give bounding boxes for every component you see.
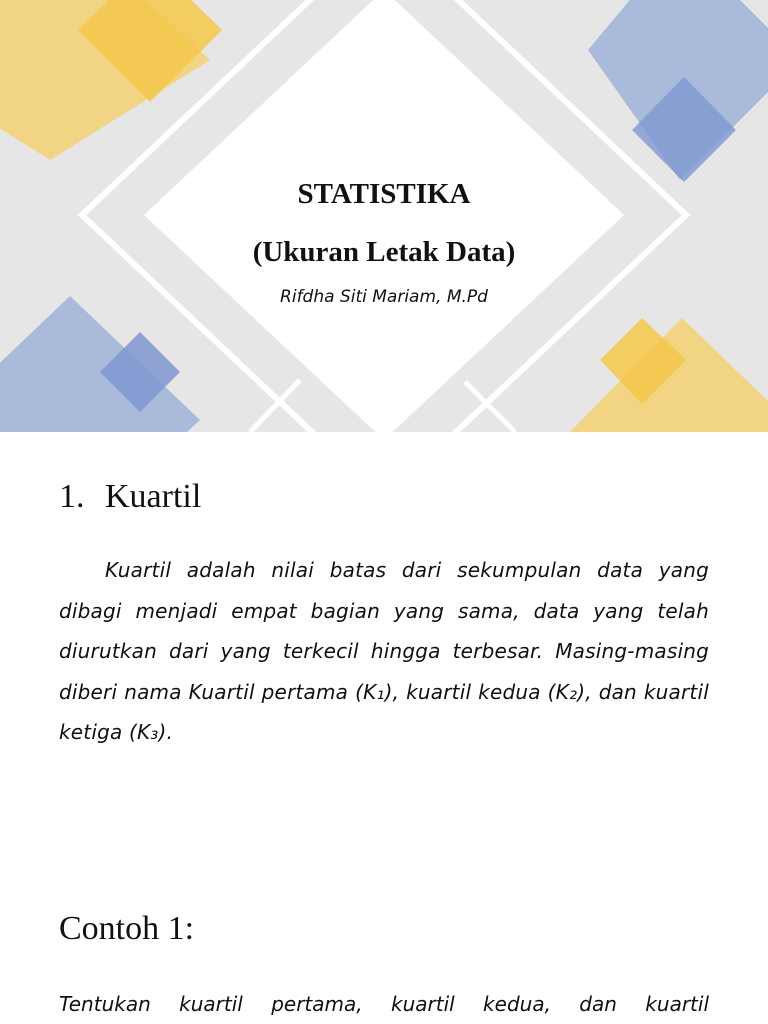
cover-background-shapes xyxy=(0,0,768,432)
diagonal-line-left xyxy=(250,380,300,432)
cover-subtitle: (Ukuran Letak Data) xyxy=(252,236,516,268)
section-title: Kuartil xyxy=(105,478,202,515)
diagonal-line-right xyxy=(465,382,515,432)
diamond-center xyxy=(144,0,624,432)
example-heading: Contoh 1: xyxy=(59,910,195,947)
cover-slide xyxy=(0,0,768,432)
section-number: 1. xyxy=(59,478,85,515)
cover-title: STATISTIKA xyxy=(297,178,471,210)
content-page xyxy=(0,432,768,1024)
cover-author: Rifdha Siti Mariam, M.Pd xyxy=(280,287,488,307)
example-text: Tentukan kuartil pertama, kuartil kedua, dan kuartil xyxy=(59,992,709,1016)
section-heading xyxy=(59,478,201,516)
section-paragraph: Kuartil adalah nilai batas dari sekumpulan data yang dibagi menjadi empat bagian yang sama, data yang telah diurutkan dari yang terkecil hingga terbesar. Masing-masing diberi nama Kuartil pertama (K₁), kuartil kedua (K₂), dan kuartil ketiga (K₃). xyxy=(59,558,709,744)
